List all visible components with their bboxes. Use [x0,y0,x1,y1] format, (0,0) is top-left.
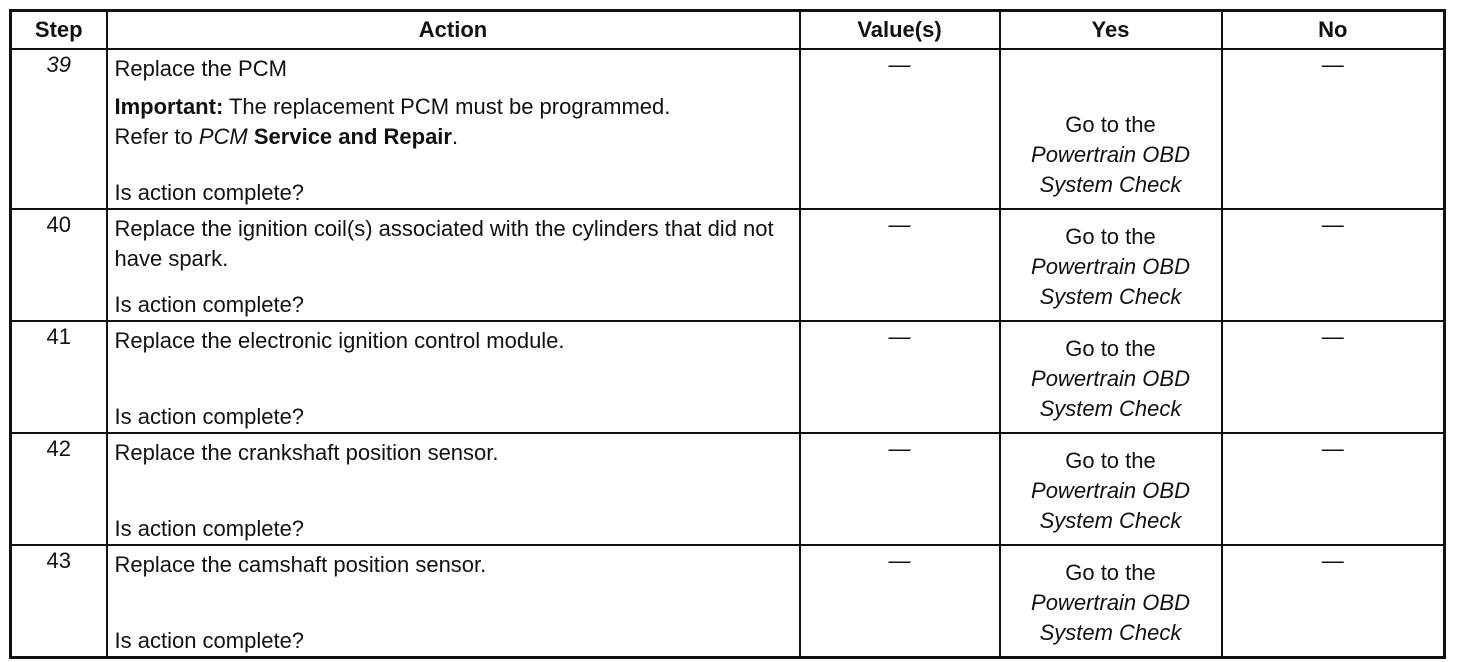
table-row [11,49,1445,209]
yes-line-3: System Check [1039,620,1182,645]
yes-line-2: Powertrain OBD [1031,254,1190,279]
important-text: The replacement PCM must be programmed. [223,94,671,119]
step-number: 43 [11,545,107,657]
value-cell [800,49,1000,209]
yes-line-3: System Check [1039,284,1182,309]
header-values: Value(s) [800,11,1000,50]
yes-line-3: System Check [1039,508,1182,533]
header-yes: Yes [1000,11,1222,50]
refer-prefix: Refer to [114,124,199,149]
action-cell [107,209,800,321]
action-question: Is action complete? [114,404,305,429]
no-dash: — [1321,436,1344,461]
step-number: 40 [11,209,107,321]
yes-line-2: Powertrain OBD [1031,478,1190,503]
yes-line-1: Go to the [1065,448,1156,473]
no-dash: — [1321,212,1344,237]
action-text: Replace the crankshaft position sensor. [114,440,499,465]
step-number: 41 [11,321,107,433]
value-cell [800,545,1000,657]
table-row [11,433,1445,545]
action-cell [107,321,800,433]
action-question: Is action complete? [114,516,305,541]
value-cell [800,321,1000,433]
value-dash: — [888,436,911,461]
action-text: Replace the ignition coil(s) associated with the cylinders that did not have spark. [114,216,774,271]
yes-line-3: System Check [1039,396,1182,421]
header-row [11,11,1445,50]
no-cell [1222,321,1445,433]
refer-suffix: . [451,124,459,149]
table-row [11,209,1445,321]
header-step: Step [11,11,107,50]
yes-line-1: Go to the [1065,112,1156,137]
action-text: Replace the camshaft position sensor. [114,552,487,577]
action-cell [107,433,800,545]
diagnostic-table [9,9,1446,659]
value-cell [800,433,1000,545]
no-cell [1222,545,1445,657]
yes-cell [1000,321,1222,433]
no-dash: — [1321,548,1344,573]
value-cell [800,209,1000,321]
table-row [11,545,1445,657]
header-action: Action [107,11,800,50]
no-cell [1222,49,1445,209]
action-question: Is action complete? [114,292,305,317]
yes-cell [1000,545,1222,657]
important-label: Important: [114,94,224,119]
step-number: 42 [11,433,107,545]
yes-line-2: Powertrain OBD [1031,142,1190,167]
yes-cell [1000,49,1222,209]
yes-line-3: System Check [1039,172,1182,197]
action-text: Replace the electronic ignition control module. [114,328,565,353]
yes-line-2: Powertrain OBD [1031,366,1190,391]
refer-note [115,122,791,152]
action-text: Replace the PCM [114,56,287,81]
action-cell [107,545,800,657]
header-no: No [1222,11,1445,50]
yes-line-1: Go to the [1065,336,1156,361]
yes-cell [1000,433,1222,545]
yes-line-2: Powertrain OBD [1031,590,1190,615]
value-dash: — [888,548,911,573]
no-dash: — [1321,52,1344,77]
value-dash: — [888,52,911,77]
no-cell [1222,209,1445,321]
yes-line-1: Go to the [1065,224,1156,249]
value-dash: — [888,212,911,237]
refer-pcm: PCM [198,124,248,149]
no-dash: — [1321,324,1344,349]
table-row [11,321,1445,433]
refer-service-repair: Service and Repair [247,124,452,149]
value-dash: — [888,324,911,349]
important-note [115,92,791,122]
yes-cell [1000,209,1222,321]
action-question: Is action complete? [114,180,305,205]
action-question: Is action complete? [114,627,305,653]
no-cell [1222,433,1445,545]
yes-line-1: Go to the [1065,560,1156,585]
step-number: 39 [11,49,107,209]
action-cell [107,49,800,209]
